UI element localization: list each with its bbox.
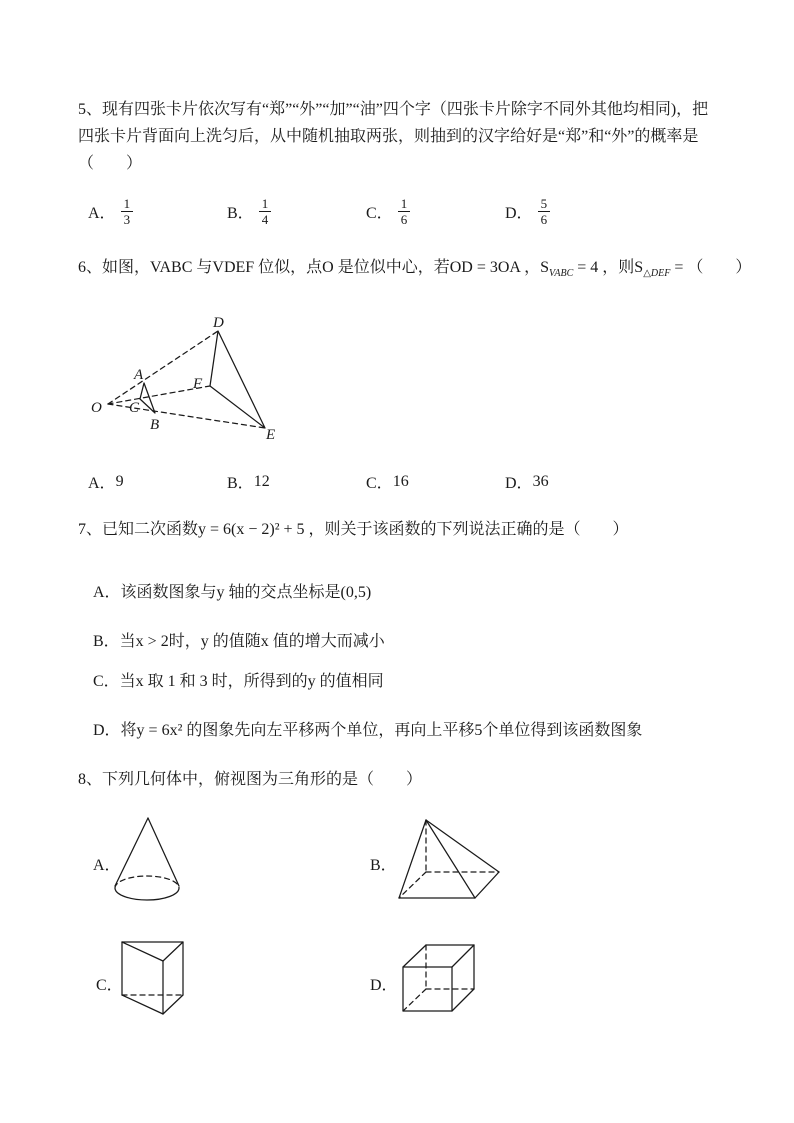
fraction-denominator: 4 <box>261 212 269 227</box>
prism-visible-edges <box>122 942 183 1014</box>
option-label: D． <box>505 205 533 222</box>
q6-text-part3: = （ ） <box>670 259 752 276</box>
cone-figure <box>105 810 195 905</box>
q7-text: 7、已知二次函数y = 6(x − 2)² + 5 ，则关于该函数的下列说法正确的是（ ） <box>78 521 629 538</box>
q8-figure-c-label: C． <box>96 977 123 994</box>
option-value: 16 <box>392 472 409 490</box>
fraction-numerator: 1 <box>121 196 134 212</box>
vertex-label-e: E <box>266 427 276 443</box>
fraction-denominator: 6 <box>400 212 408 227</box>
fraction-numerator: 1 <box>259 196 272 212</box>
option-label: D． <box>505 475 533 492</box>
fraction-numerator: 5 <box>538 196 551 212</box>
q6-text <box>78 257 751 280</box>
triangle-def <box>210 331 265 428</box>
option-label: B． <box>227 475 254 492</box>
square-pyramid-figure <box>390 812 510 907</box>
q7-option-d: D．将y = 6x² 的图象先向左平移两个单位，再向上平移5个单位得到该函数图象 <box>93 722 643 739</box>
q5-option-c <box>366 196 410 227</box>
q7-option-c: C．当x 取 1 和 3 时，所得到的y 的值相同 <box>93 673 384 690</box>
q5-option-d <box>505 196 550 227</box>
q6-options-row <box>0 470 794 492</box>
option-value: 12 <box>253 472 270 490</box>
fraction <box>538 196 551 227</box>
vertex-label-b: B <box>150 417 160 433</box>
q8-figure-b-label: B． <box>370 857 397 874</box>
option-value: 36 <box>532 472 549 490</box>
option-label: B． <box>227 205 254 222</box>
q8-figure-a-label: A． <box>93 857 121 874</box>
cone-sides <box>115 818 179 900</box>
q5-option-b <box>227 196 271 227</box>
vertex-label-a: A <box>134 367 144 383</box>
pyramid-visible-edges <box>399 820 499 898</box>
fraction <box>259 196 272 227</box>
q5-text-line2: 四张卡片背面向上洗匀后，从中随机抽取两张，则抽到的汉字给好是“郑”和“外”的概率是 <box>78 128 699 145</box>
triangular-prism-figure <box>112 936 197 1021</box>
option-label: C． <box>366 475 393 492</box>
fraction-denominator: 6 <box>540 212 548 227</box>
q6-text-part1: 6、如图，VABC 与VDEF 位似，点O 是位似中心，若OD = 3OA ，S <box>78 259 549 276</box>
cube-visible-edges <box>403 945 474 1011</box>
option-label: A． <box>88 475 116 492</box>
q8-text: 8、下列几何体中，俯视图为三角形的是（ ） <box>78 771 423 788</box>
triangle-abc <box>140 383 155 413</box>
vertex-label-c: C <box>129 400 140 416</box>
q6-subscript-vabc: VABC <box>549 268 574 279</box>
cube-figure <box>395 938 485 1018</box>
cone-hidden-base-arc <box>115 876 179 888</box>
q6-option-b <box>227 470 270 493</box>
fraction-numerator: 1 <box>398 196 411 212</box>
q6-text-part2: = 4 ，则S <box>573 259 644 276</box>
pyramid-hidden-edges <box>399 820 499 898</box>
q5-text-line3: （ ） <box>78 155 143 172</box>
q7-option-a: A．该函数图象与y 轴的交点坐标是(0,5) <box>93 584 372 601</box>
option-value: 9 <box>115 472 124 490</box>
q5-options-row <box>0 196 794 234</box>
vertex-label-f: F <box>193 376 203 392</box>
q5-text-line1: 5、现有四张卡片依次写有“郑”“外”“加”“油”四个字（四张卡片除字不同外其他均相同)，把 <box>78 101 709 118</box>
q5-option-a <box>88 196 133 227</box>
q6-subscript-def: △DEF <box>643 268 671 279</box>
fraction <box>121 196 134 227</box>
q6-option-d <box>505 470 549 493</box>
q7-option-b: B．当x > 2时，y 的值随x 值的增大而减小 <box>93 633 385 650</box>
fraction-denominator: 3 <box>123 212 131 227</box>
vertex-label-o: O <box>91 400 102 416</box>
q6-option-a <box>88 470 124 493</box>
fraction <box>398 196 411 227</box>
q6-option-c <box>366 470 409 493</box>
option-label: A． <box>88 205 116 222</box>
q8-figure-d-label: D． <box>370 977 398 994</box>
option-label: C． <box>366 205 393 222</box>
q6-similar-triangles-figure <box>86 315 286 445</box>
vertex-label-d: D <box>213 315 224 331</box>
